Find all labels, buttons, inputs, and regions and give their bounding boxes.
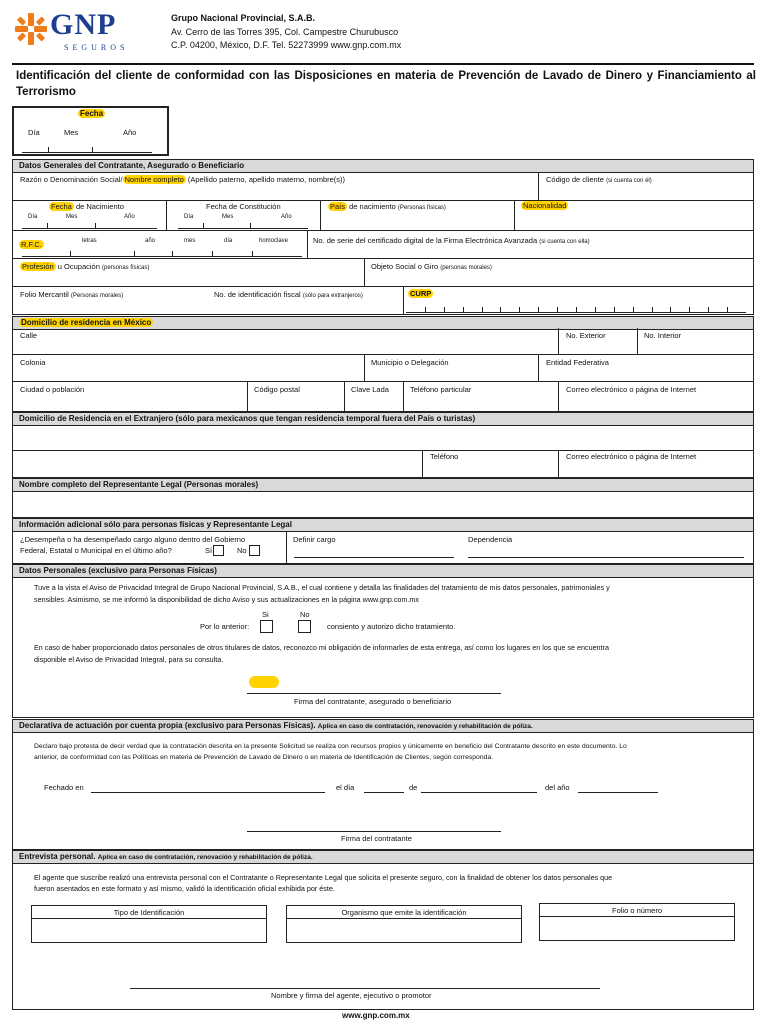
folio-hint: (Personas morales)	[70, 293, 124, 299]
nac-mes: Mes	[66, 214, 78, 220]
tick	[250, 223, 251, 228]
firma-contratante-label: Firma del contratante, asegurado o beneficiario	[294, 697, 452, 706]
divider	[320, 200, 321, 230]
aviso-text-1: Tuve a la vista el Aviso de Privacidad Integral de Grupo Nacional Provincial, S.A.B., el cual contiene y detalla las finalidades del tratamiento de mis datos personales, patrimoniales y	[34, 583, 610, 592]
tick	[95, 223, 96, 228]
curp-tick	[519, 307, 520, 312]
curp-tick	[557, 307, 558, 312]
nac-anio: Año	[124, 214, 135, 220]
rfc-mes: mes	[184, 238, 196, 244]
fecha-mes-label: Mes	[64, 128, 79, 137]
tick	[70, 251, 71, 256]
curp-tick	[689, 307, 690, 312]
domicilio-extranjero-heading: Domicilio de Residencia en el Extranjero (sólo para mexicanos que tengan residencia temporal fuera del País o turistas)	[13, 413, 753, 426]
const-dia: Día	[184, 214, 194, 220]
objeto-text: Objeto Social o Giro	[371, 262, 439, 271]
no-interior-label: No. Interior	[644, 331, 682, 340]
company-address-2: C.P. 04200, México, D.F. Tel. 52273999 www.gnp.com.mx	[171, 40, 402, 50]
curp-tick	[595, 307, 596, 312]
row-line	[12, 354, 754, 355]
codigo-cliente-label	[546, 175, 652, 186]
rfc-input-line[interactable]	[22, 256, 302, 257]
aviso-text-2: sensibles. Asimismo, se me informó la disponibilidad de dicho Aviso y sus actualizaciones en la página www.gnp.com.mx	[34, 595, 419, 604]
domicilio-mexico-title: Domicilio de residencia en México	[21, 318, 152, 327]
rfc-letras: letras	[82, 238, 97, 244]
definir-cargo-label: Definir cargo	[293, 535, 336, 544]
entrevista-subtitle: Aplica en caso de contratación, renovación y rehabilitación de póliza.	[97, 854, 313, 861]
id-fiscal-text: No. de identificación fiscal	[214, 290, 301, 299]
box-divider	[286, 918, 522, 919]
row-line	[12, 450, 754, 451]
signature-highlight-mark	[249, 676, 279, 688]
box-divider	[539, 916, 735, 917]
ext-telefono-label: Teléfono	[430, 452, 459, 461]
pais-nacimiento-label	[328, 202, 446, 213]
razon-social-label	[20, 175, 345, 184]
row-line	[12, 230, 754, 231]
tick	[252, 251, 253, 256]
fechado-label: Fechado en	[44, 783, 84, 792]
row-line	[12, 286, 754, 287]
id-fiscal-label	[214, 290, 363, 301]
entrevista-text-2: fueron asentados en este formato y así mismo, validó la identificación oficial exhibida por éste.	[34, 884, 335, 893]
firma-declarativa-line[interactable]	[247, 831, 501, 832]
firma-contratante-line[interactable]	[247, 693, 501, 694]
row-line	[12, 258, 754, 259]
codigo-cliente-hint: (si cuenta con él)	[606, 178, 652, 184]
logo-subtext: SEGUROS	[64, 43, 129, 52]
divider	[558, 328, 559, 354]
curp-tick	[538, 307, 539, 312]
profesion-text: u Ocupación	[55, 262, 100, 271]
gnp-logo	[14, 10, 134, 54]
divider	[403, 286, 404, 315]
nombre-completo-highlight: Nombre completo	[124, 175, 184, 184]
fecha-dia-label: Día	[28, 128, 40, 137]
declarativa-heading	[13, 720, 753, 733]
dependencia-label: Dependencia	[468, 535, 513, 544]
id-fiscal-hint: (sólo para extranjeros)	[302, 293, 363, 299]
representante-section	[12, 478, 754, 518]
domicilio-mexico-heading	[13, 317, 753, 330]
divider	[166, 200, 167, 230]
logo-text: GNP	[50, 8, 117, 41]
fecha-constitucion-label: Fecha de Constitución	[206, 202, 281, 211]
curp-tick	[500, 307, 501, 312]
gobierno-no-checkbox[interactable]	[249, 545, 260, 556]
serie-hint: (si cuenta con ella)	[539, 239, 590, 245]
ext-correo-label: Correo electrónico o página de Internet	[566, 452, 697, 461]
entrevista-heading	[13, 851, 753, 864]
datos-generales-heading: Datos Generales del Contratante, Asegurado o Beneficiario	[13, 160, 753, 173]
fecha-const-line[interactable]	[178, 228, 308, 229]
firma-agente-label: Nombre y firma del agente, ejecutivo o promotor	[271, 991, 432, 1000]
el-dia-label: el día	[336, 783, 355, 792]
curp-tick	[633, 307, 634, 312]
divider	[637, 328, 638, 354]
rfc-label: R.F.C.	[21, 240, 42, 249]
consent-no-label: No	[300, 610, 310, 619]
domicilio-extranjero-section	[12, 412, 754, 478]
entidad-label: Entidad Federativa	[546, 358, 609, 367]
folio-numero-label: Folio o número	[611, 906, 663, 915]
fecha-nacimiento-label	[49, 202, 124, 211]
pregunta-gobierno-1: ¿Desempeña o ha desempeñado cargo alguno dentro del Gobierno	[20, 535, 246, 544]
fecha-nac-highlight: Fecha	[51, 202, 72, 211]
curp-tick	[670, 307, 671, 312]
razon-hint: (Apellido paterno, apellido materno, nombre(s))	[187, 175, 346, 184]
objeto-hint: (personas morales)	[440, 265, 492, 271]
codigo-postal-label: Código postal	[254, 385, 300, 394]
curp-label: CURP	[410, 289, 432, 298]
tick	[134, 251, 135, 256]
nacionalidad-label: Nacionalidad	[523, 201, 567, 210]
telefono-particular-label: Teléfono particular	[410, 385, 472, 394]
gobierno-si-checkbox[interactable]	[213, 545, 224, 556]
organismo-label: Organismo que emite la identificación	[341, 908, 467, 917]
profesion-hint: (personas físicas)	[101, 265, 150, 271]
company-address-1: Av. Cerro de las Torres 395, Col. Campestre Churubusco	[171, 27, 399, 37]
fecha-input-line[interactable]	[22, 152, 152, 153]
fecha-tick	[48, 147, 49, 152]
fecha-tick	[92, 147, 93, 152]
document-title: Identificación del cliente de conformidad con las Disposiciones en materia de Prevención de Lavado de Dinero y Financiamiento al Terrorismo	[16, 70, 756, 98]
dia-input-line[interactable]	[364, 792, 404, 793]
const-anio: Año	[281, 214, 292, 220]
divider	[364, 354, 365, 381]
consent-si-checkbox[interactable]	[260, 620, 273, 633]
curp-tick	[652, 307, 653, 312]
divider	[538, 172, 539, 200]
tick	[212, 251, 213, 256]
divider	[364, 258, 365, 286]
divider	[558, 381, 559, 411]
curp-tick	[614, 307, 615, 312]
divider	[344, 381, 345, 411]
firma-agente-line[interactable]	[130, 988, 600, 989]
tipo-identificacion-label: Tipo de Identificación	[113, 908, 185, 917]
consent-si-label: Si	[262, 610, 269, 619]
fecha-label: Fecha	[80, 109, 104, 118]
curp-tick	[482, 307, 483, 312]
divider	[307, 230, 308, 258]
mes-input-line[interactable]	[421, 792, 537, 793]
consent-no-checkbox[interactable]	[298, 620, 311, 633]
nac-dia: Día	[28, 214, 38, 220]
curp-tick	[727, 307, 728, 312]
curp-tick	[708, 307, 709, 312]
datos-personales-heading: Datos Personales (exclusivo para Personas Físicas)	[13, 565, 753, 578]
no-exterior-label: No. Exterior	[566, 331, 606, 340]
rfc-dia: día	[224, 238, 233, 244]
header-rule	[12, 63, 754, 65]
footer-url[interactable]: www.gnp.com.mx	[342, 1011, 410, 1020]
company-name: Grupo Nacional Provincial, S.A.B.	[171, 13, 316, 23]
correo-label: Correo electrónico o página de Internet	[566, 385, 697, 394]
municipio-label: Municipio o Delegación	[371, 358, 449, 367]
row-line	[12, 381, 754, 382]
clave-lada-label: Clave Lada	[351, 385, 389, 394]
fechado-input-line[interactable]	[91, 792, 325, 793]
colonia-label: Colonia	[20, 358, 46, 367]
consiento-label: consiento y autorizo dicho tratamiento.	[327, 622, 456, 631]
del-anio-label: del año	[545, 783, 570, 792]
declarativa-title: Declarativa de actuación por cuenta propia (exclusivo para Personas Físicas).	[19, 721, 316, 730]
divider	[403, 381, 404, 411]
de-label: de	[409, 783, 418, 792]
pregunta-gobierno-2: Federal, Estatal o Municipal en el último año?	[20, 546, 172, 555]
fecha-nac-text: de Nacimiento	[73, 202, 124, 211]
declaro-text-2: anterior, de conformidad con las Políticas en materia de Prevención de Lavado de Dinero o en materia de Identificación de Clientes, según corresponda.	[34, 754, 494, 761]
divider	[538, 354, 539, 381]
profesion-label	[20, 262, 149, 273]
rfc-homoclave: homoclave	[259, 238, 289, 244]
otros-titulares-text-1: En caso de haber proporcionado datos personales de otros titulares de datos, reconozco mi obligación de informarles de esta entrega, así como los lugares en los que se encuentra	[34, 643, 609, 652]
pais-hint: (Personas físicas)	[397, 205, 446, 211]
entrevista-title: Entrevista personal.	[19, 852, 96, 861]
serie-text: No. de serie del certificado digital de la Firma Electrónica Avanzada	[313, 236, 538, 245]
pais-text: de nacimiento	[347, 202, 396, 211]
folio-text: Folio Mercantil	[20, 290, 69, 299]
divider	[514, 200, 515, 230]
calle-label: Calle	[20, 331, 38, 340]
curp-input-line[interactable]	[406, 312, 746, 313]
const-mes: Mes	[222, 214, 234, 220]
serie-firma-label	[313, 236, 590, 247]
cargo-input-line[interactable]	[294, 557, 454, 558]
gobierno-no-label: No	[237, 546, 247, 555]
tick	[47, 223, 48, 228]
tick	[203, 223, 204, 228]
entrevista-text-1: El agente que suscribe realizó una entrevista personal con el Contratante o Representante Legal que solicita el presente seguro, con la finalidad de obtener los datos personales que	[34, 873, 613, 882]
box-divider	[31, 918, 267, 919]
tick	[172, 251, 173, 256]
codigo-cliente-text: Código de cliente	[546, 175, 604, 184]
divider	[422, 450, 423, 477]
curp-tick	[463, 307, 464, 312]
divider	[286, 531, 287, 563]
por-lo-anterior-label: Por lo anterior:	[200, 622, 250, 631]
folio-mercantil-label	[20, 290, 123, 301]
curp-tick	[576, 307, 577, 312]
divider	[247, 381, 248, 411]
declarativa-subtitle: Aplica en caso de contratación, renovación y rehabilitación de póliza.	[317, 723, 533, 730]
dependencia-input-line[interactable]	[468, 557, 744, 558]
firma-declarativa-label: Firma del contratante	[341, 834, 412, 843]
pais-highlight: País	[330, 202, 346, 211]
anio-input-line[interactable]	[578, 792, 658, 793]
objeto-social-label	[371, 262, 492, 273]
gobierno-si-label: Sí	[205, 546, 213, 555]
row-line	[12, 200, 754, 201]
ciudad-label: Ciudad o población	[20, 385, 85, 394]
logo-star-icon	[14, 12, 48, 46]
curp-tick	[444, 307, 445, 312]
otros-titulares-text-2: disponible el Aviso de Privacidad Integral, para su consulta.	[34, 655, 224, 664]
rfc-anio: año	[145, 238, 156, 244]
representante-heading: Nombre completo del Representante Legal (Personas morales)	[13, 479, 753, 492]
info-adicional-heading: Información adicional sólo para personas físicas y Representante Legal	[13, 519, 753, 532]
divider	[558, 450, 559, 477]
curp-tick	[425, 307, 426, 312]
declaro-text-1: Declaro bajo protesta de decir verdad que la contratación descrita en la presente Solicitud se realiza con recursos propios y únicamente en beneficio del Contratante descrito en este documento. Lo	[34, 743, 627, 750]
fecha-anio-label: Año	[123, 128, 137, 137]
fecha-nac-line[interactable]	[22, 228, 157, 229]
razon-social-text: Razón o Denominación Social/	[20, 175, 123, 184]
profesion-highlight: Profesión	[22, 262, 54, 271]
